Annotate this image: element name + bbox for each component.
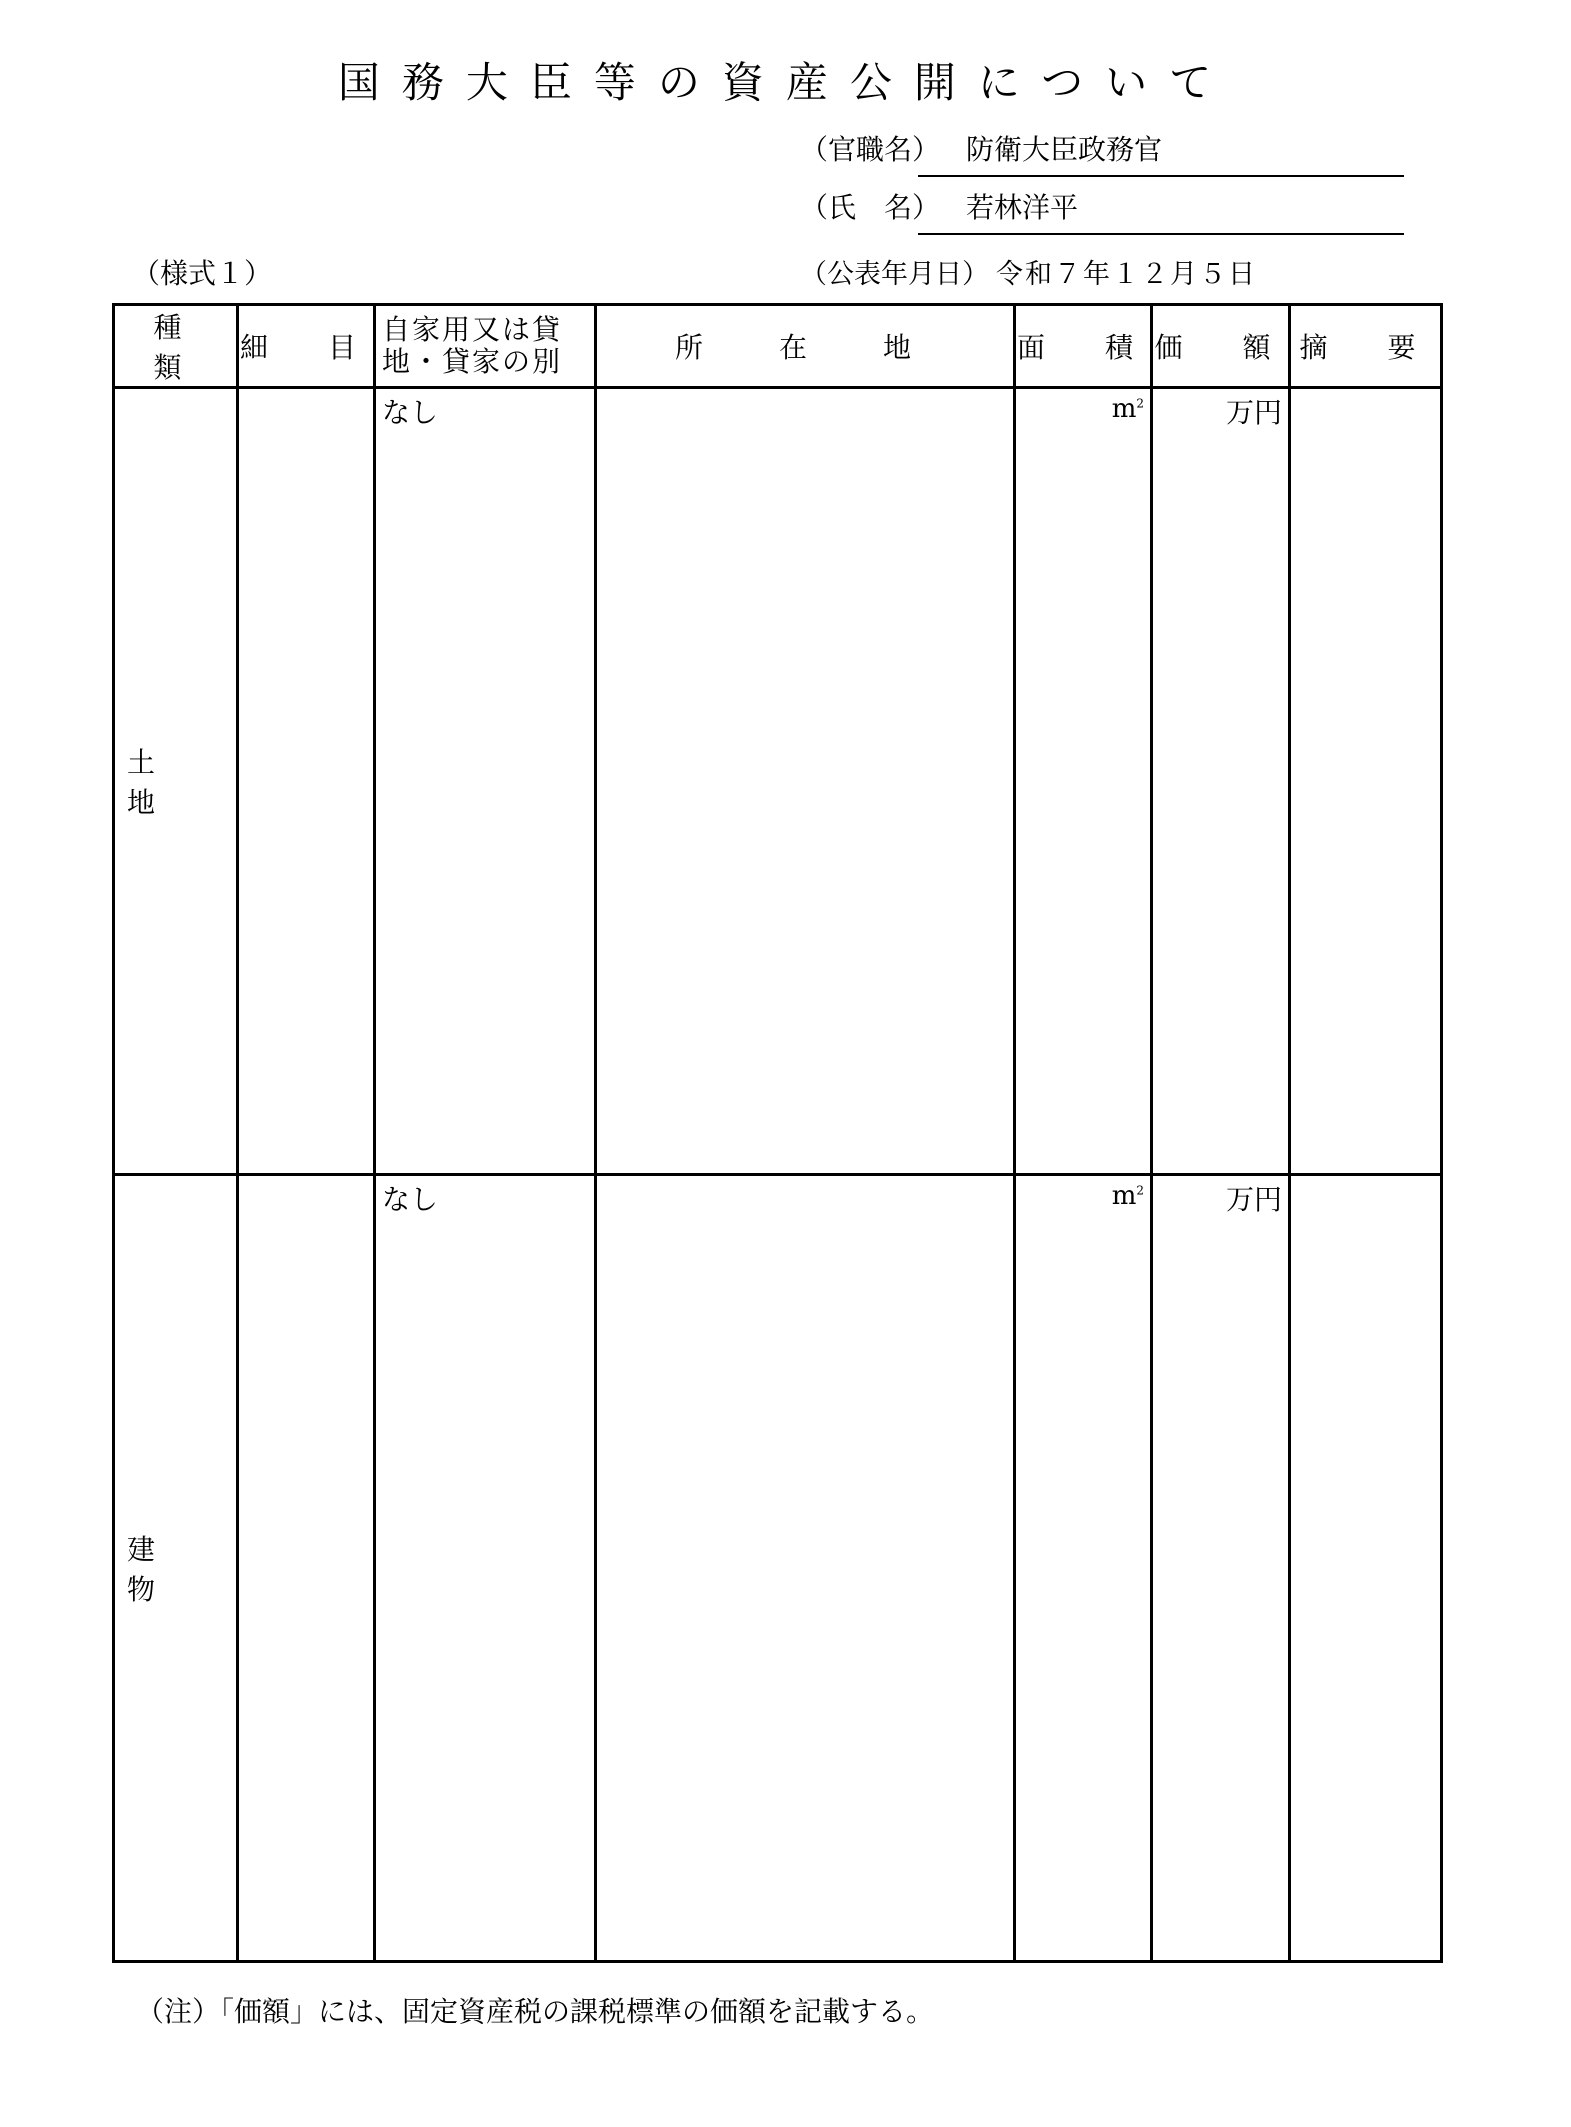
publication-date-value: 令和７年１２月５日 xyxy=(996,259,1257,290)
form-number: （様式１） xyxy=(132,257,273,290)
remarks-cell xyxy=(1290,1175,1442,1962)
location-cell xyxy=(596,388,1015,1175)
usage-cell: なし xyxy=(375,1175,596,1962)
name-value: 若林洋平 xyxy=(966,191,1079,224)
col-header-type: 種 類 xyxy=(114,305,238,388)
col-header-usage: 自家用又は貸地・貸家の別 xyxy=(375,305,596,388)
area-unit: $m^2$ xyxy=(1111,394,1144,424)
area-cell xyxy=(1015,388,1152,1175)
col-header-area: 面 積 xyxy=(1015,305,1152,388)
table-row-land xyxy=(114,388,1442,1175)
post-value: 防衛大臣政務官 xyxy=(966,133,1163,166)
col-header-location: 所 在 地 xyxy=(596,305,1015,388)
name-underline xyxy=(918,233,1404,235)
table-header-row xyxy=(114,305,1442,388)
location-cell xyxy=(596,1175,1015,1962)
table-row-building xyxy=(114,1175,1442,1962)
asset-table xyxy=(112,303,1443,1963)
publication-date-label: （公表年月日） xyxy=(800,259,989,290)
detail-cell xyxy=(238,388,375,1175)
page-title: 国務大臣等の資産公開について xyxy=(337,58,1234,107)
col-header-value: 価 額 xyxy=(1152,305,1290,388)
value-cell: 万円 xyxy=(1152,388,1290,1175)
post-label: （官職名） xyxy=(800,133,941,166)
name-label: （氏 名） xyxy=(800,191,941,224)
post-underline xyxy=(918,175,1404,177)
detail-cell xyxy=(238,1175,375,1962)
usage-cell: なし xyxy=(375,388,596,1175)
value-cell: 万円 xyxy=(1152,1175,1290,1962)
footnote: （注）「価額」には、固定資産税の課税標準の価額を記載する。 xyxy=(136,1995,935,2028)
category-land: 土 地 xyxy=(114,388,238,1175)
category-building: 建 物 xyxy=(114,1175,238,1962)
col-header-remarks: 摘 要 xyxy=(1290,305,1442,388)
remarks-cell xyxy=(1290,388,1442,1175)
area-unit: $m^2$ xyxy=(1111,1181,1144,1211)
area-cell xyxy=(1015,1175,1152,1962)
col-header-detail: 細 目 xyxy=(238,305,375,388)
